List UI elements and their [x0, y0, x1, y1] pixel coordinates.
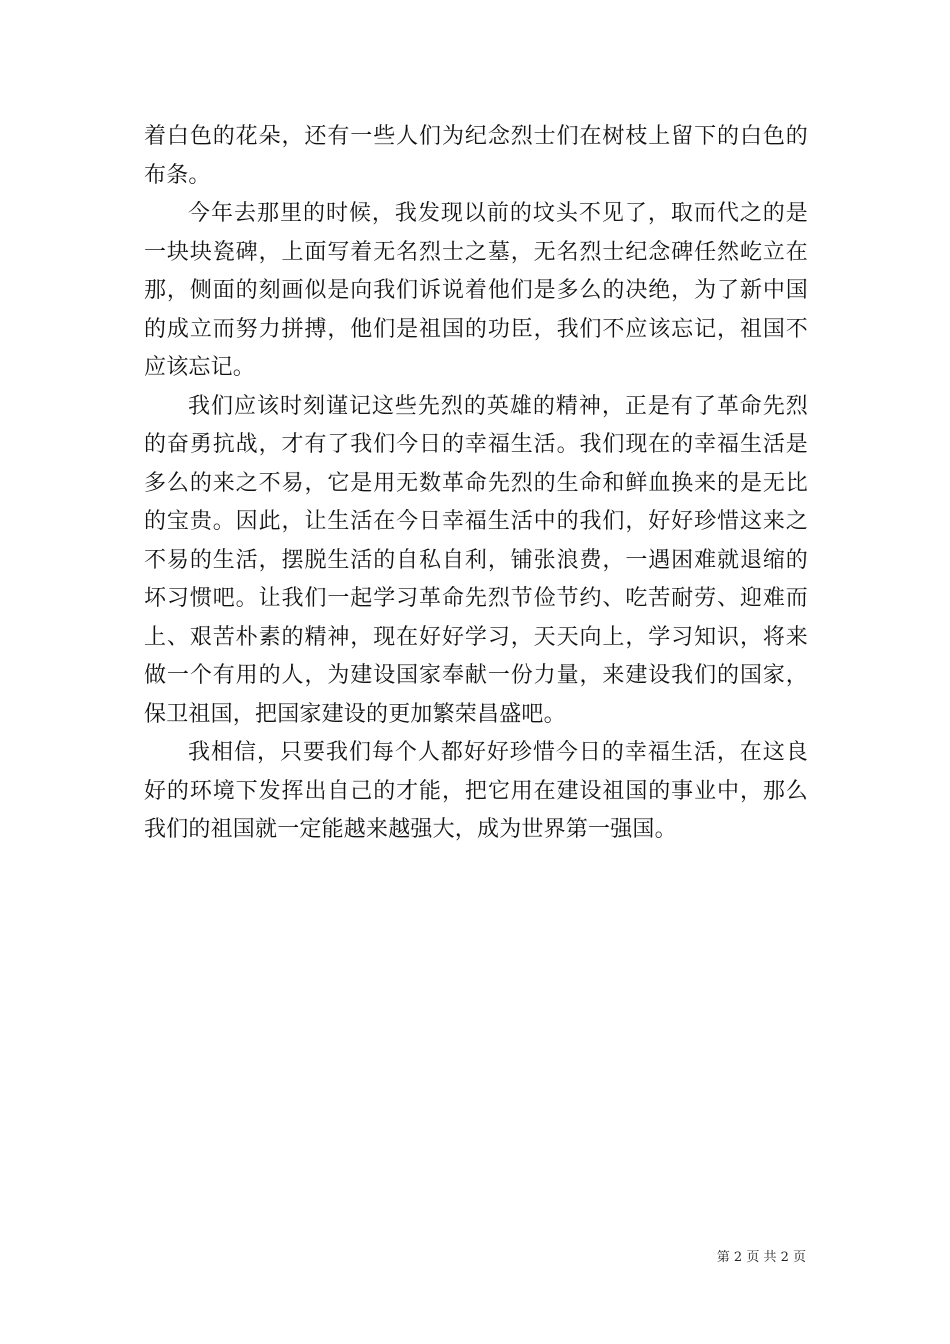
document-body — [144, 118, 808, 850]
paragraph: 我们应该时刻谨记这些先烈的英雄的精神，正是有了革命先烈的奋勇抗战，才有了我们今日的幸福生活。我们现在的幸福生活是多么的来之不易，它是用无数革命先烈的生命和鲜血换来的是无比的宝贵。因此，让生活在今日幸福生活中的我们，好好珍惜这来之不易的生活，摆脱生活的自私自利，铺张浪费，一遇困难就退缩的坏习惯吧。让我们一起学习革命先烈节俭节约、吃苦耐劳、迎难而上、艰苦朴素的精神，现在好好学习，天天向上，学习知识，将来做一个有用的人，为建设国家奉献一份力量，来建设我们的国家，保卫祖国，把国家建设的更加繁荣昌盛吧。 — [144, 393, 808, 727]
paragraph: 今年去那里的时候，我发现以前的坟头不见了，取而代之的是一块块瓷碑，上面写着无名烈士之墓，无名烈士纪念碑任然屹立在那，侧面的刻画似是向我们诉说着他们是多么的决绝，为了新中国的成立而努力拼搏，他们是祖国的功臣，我们不应该忘记，祖国不应该忘记。 — [144, 201, 808, 380]
paragraph: 我相信，只要我们每个人都好好珍惜今日的幸福生活，在这良好的环境下发挥出自己的才能，把它用在建设祖国的事业中，那么我们的祖国就一定能越来越强大，成为世界第一强国。 — [144, 740, 808, 842]
page-number-footer: 第 2 页 共 2 页 — [716, 1250, 806, 1265]
paragraph-continuation: 着白色的花朵，还有一些人们为纪念烈士们在树枝上留下的白色的布条。 — [144, 124, 808, 188]
